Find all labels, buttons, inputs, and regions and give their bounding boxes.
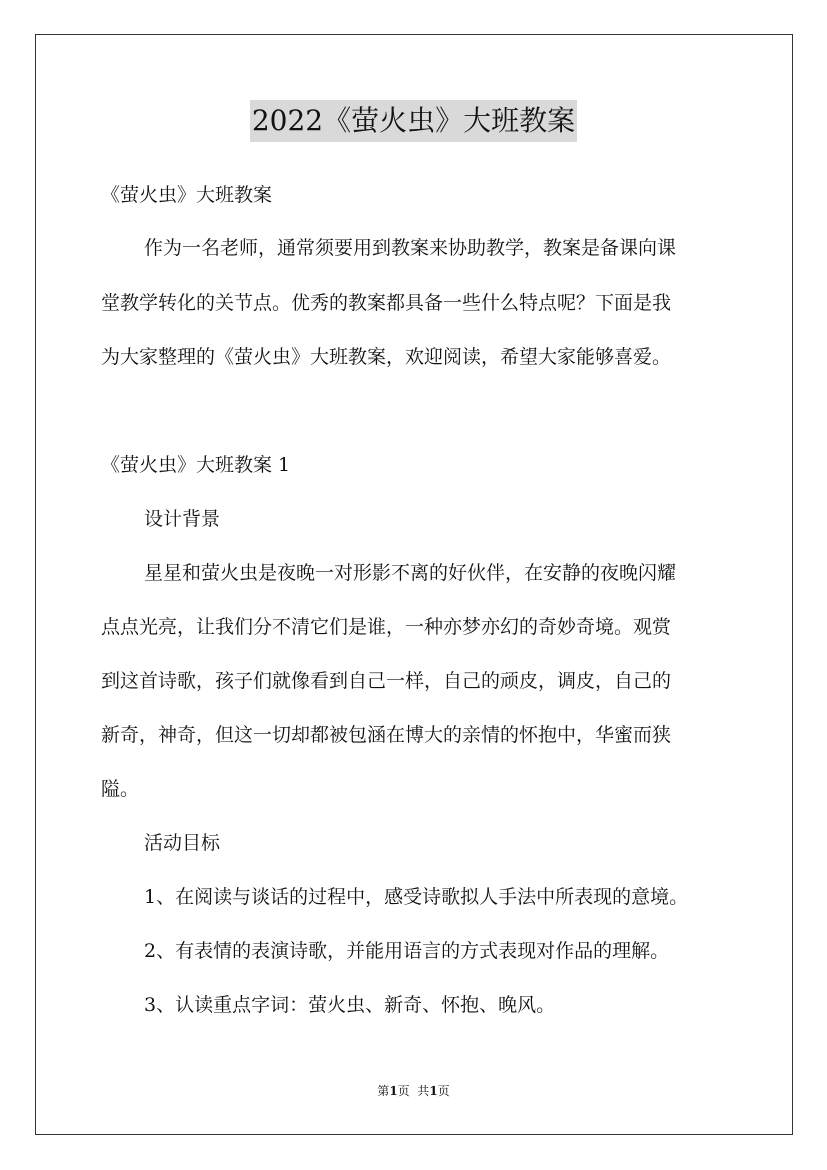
goal-1: 1、在阅读与谈话的过程中，感受诗歌拟人手法中所表现的意境。 [144,886,689,908]
design-line-5: 隘。 [101,778,140,800]
document-title-wrap [0,100,827,142]
design-line-1: 星星和萤火虫是夜晚一对形影不离的好伙伴，在安静的夜晚闪耀 [144,562,677,584]
design-line-3: 到这首诗歌，孩子们就像看到自己一样，自己的顽皮，调皮，自己的 [101,670,672,692]
goals-heading: 活动目标 [144,832,221,854]
design-line-4: 新奇，神奇，但这一切却都被包涵在博大的亲情的怀抱中，华蜜而狭 [101,724,672,746]
footer-page-number: 1 [389,1084,398,1098]
section-heading: 《萤火虫》大班教案 1 [101,454,291,476]
design-heading: 设计背景 [144,508,221,530]
footer-page-mid: 页 共 [397,1084,430,1098]
goal-3: 3、认读重点字词：萤火虫、新奇、怀抱、晚风。 [144,994,556,1016]
intro-line-3: 为大家整理的《萤火虫》大班教案，欢迎阅读，希望大家能够喜爱。 [101,346,672,368]
design-line-2: 点点光亮，让我们分不清它们是谁，一种亦梦亦幻的奇妙奇境。观赏 [101,616,672,638]
footer-page-suffix: 页 [437,1084,450,1098]
intro-line-1: 作为一名老师，通常须要用到教案来协助教学，教案是备课向课 [144,237,677,259]
footer-page-prefix: 第 [377,1084,390,1098]
intro-line-2: 堂教学转化的关节点。优秀的教案都具备一些什么特点呢？下面是我 [101,292,672,314]
footer-total-pages: 1 [429,1084,438,1098]
goal-2: 2、有表情的表演诗歌，并能用语言的方式表现对作品的理解。 [144,940,670,962]
document-title: 2022《萤火虫》大班教案 [250,100,577,142]
page-footer [0,1083,827,1099]
subtitle: 《萤火虫》大班教案 [101,184,273,206]
